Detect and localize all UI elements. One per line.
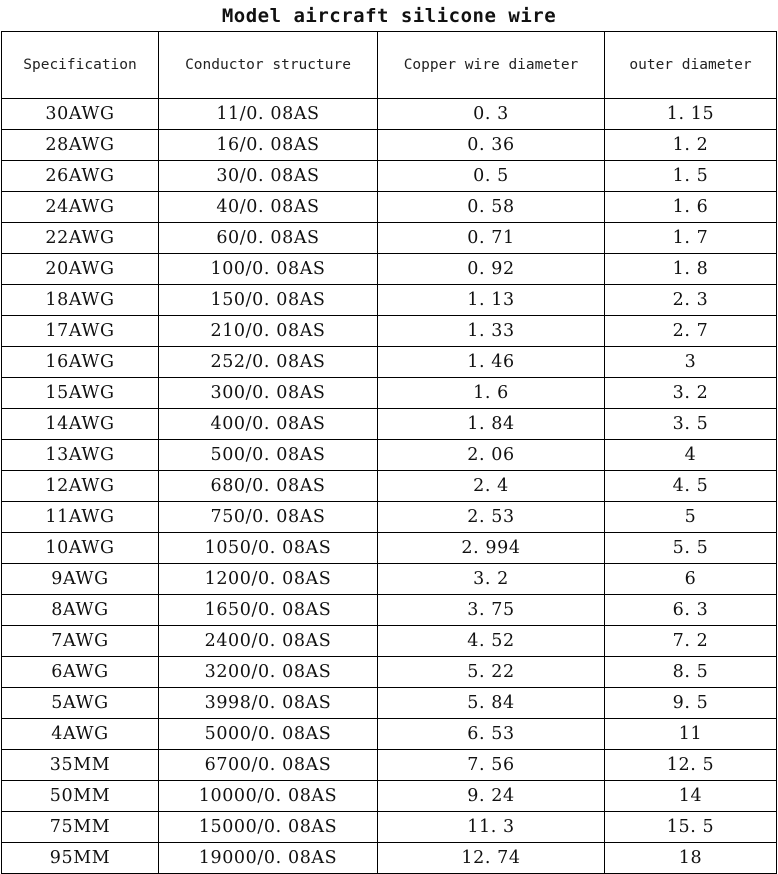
cell-copper-wire-diameter: 2. 4 <box>378 471 605 502</box>
table-row <box>2 843 777 874</box>
header-copper-wire-diameter: Copper wire diameter <box>378 32 605 99</box>
table-row <box>2 130 777 161</box>
cell-copper-wire-diameter: 1. 84 <box>378 409 605 440</box>
cell-specification: 8AWG <box>2 595 159 626</box>
cell-conductor-structure: 150/0. 08AS <box>159 285 378 316</box>
cell-outer-diameter: 5 <box>605 502 777 533</box>
cell-specification: 10AWG <box>2 533 159 564</box>
cell-conductor-structure: 1200/0. 08AS <box>159 564 378 595</box>
cell-copper-wire-diameter: 6. 53 <box>378 719 605 750</box>
cell-specification: 95MM <box>2 843 159 874</box>
cell-copper-wire-diameter: 3. 2 <box>378 564 605 595</box>
cell-conductor-structure: 40/0. 08AS <box>159 192 378 223</box>
cell-conductor-structure: 30/0. 08AS <box>159 161 378 192</box>
cell-outer-diameter: 18 <box>605 843 777 874</box>
cell-copper-wire-diameter: 1. 13 <box>378 285 605 316</box>
cell-specification: 28AWG <box>2 130 159 161</box>
cell-copper-wire-diameter: 11. 3 <box>378 812 605 843</box>
cell-copper-wire-diameter: 2. 06 <box>378 440 605 471</box>
cell-outer-diameter: 9. 5 <box>605 688 777 719</box>
cell-copper-wire-diameter: 0. 92 <box>378 254 605 285</box>
cell-outer-diameter: 4 <box>605 440 777 471</box>
cell-copper-wire-diameter: 0. 3 <box>378 99 605 130</box>
cell-specification: 30AWG <box>2 99 159 130</box>
cell-specification: 16AWG <box>2 347 159 378</box>
cell-copper-wire-diameter: 12. 74 <box>378 843 605 874</box>
cell-specification: 24AWG <box>2 192 159 223</box>
cell-specification: 6AWG <box>2 657 159 688</box>
table-row <box>2 750 777 781</box>
cell-conductor-structure: 5000/0. 08AS <box>159 719 378 750</box>
cell-conductor-structure: 400/0. 08AS <box>159 409 378 440</box>
table-row <box>2 719 777 750</box>
cell-specification: 9AWG <box>2 564 159 595</box>
table-header <box>2 32 777 99</box>
cell-specification: 75MM <box>2 812 159 843</box>
table-row <box>2 254 777 285</box>
cell-conductor-structure: 1650/0. 08AS <box>159 595 378 626</box>
cell-conductor-structure: 10000/0. 08AS <box>159 781 378 812</box>
table-row <box>2 595 777 626</box>
table-row <box>2 502 777 533</box>
cell-copper-wire-diameter: 1. 33 <box>378 316 605 347</box>
cell-outer-diameter: 8. 5 <box>605 657 777 688</box>
cell-copper-wire-diameter: 1. 6 <box>378 378 605 409</box>
cell-copper-wire-diameter: 3. 75 <box>378 595 605 626</box>
cell-conductor-structure: 6700/0. 08AS <box>159 750 378 781</box>
header-outer-diameter: outer diameter <box>605 32 777 99</box>
cell-conductor-structure: 15000/0. 08AS <box>159 812 378 843</box>
cell-outer-diameter: 6 <box>605 564 777 595</box>
header-row <box>2 32 777 99</box>
cell-outer-diameter: 15. 5 <box>605 812 777 843</box>
cell-specification: 15AWG <box>2 378 159 409</box>
cell-conductor-structure: 19000/0. 08AS <box>159 843 378 874</box>
cell-copper-wire-diameter: 5. 22 <box>378 657 605 688</box>
table-row <box>2 626 777 657</box>
cell-conductor-structure: 1050/0. 08AS <box>159 533 378 564</box>
table-row <box>2 223 777 254</box>
cell-specification: 5AWG <box>2 688 159 719</box>
cell-specification: 13AWG <box>2 440 159 471</box>
cell-outer-diameter: 3 <box>605 347 777 378</box>
table-row <box>2 99 777 130</box>
cell-conductor-structure: 300/0. 08AS <box>159 378 378 409</box>
cell-specification: 11AWG <box>2 502 159 533</box>
table-body <box>2 99 777 874</box>
cell-specification: 35MM <box>2 750 159 781</box>
cell-conductor-structure: 2400/0. 08AS <box>159 626 378 657</box>
cell-copper-wire-diameter: 7. 56 <box>378 750 605 781</box>
cell-outer-diameter: 14 <box>605 781 777 812</box>
cell-copper-wire-diameter: 4. 52 <box>378 626 605 657</box>
cell-specification: 18AWG <box>2 285 159 316</box>
cell-conductor-structure: 100/0. 08AS <box>159 254 378 285</box>
cell-conductor-structure: 3200/0. 08AS <box>159 657 378 688</box>
cell-copper-wire-diameter: 2. 53 <box>378 502 605 533</box>
cell-specification: 7AWG <box>2 626 159 657</box>
cell-specification: 14AWG <box>2 409 159 440</box>
cell-copper-wire-diameter: 0. 71 <box>378 223 605 254</box>
cell-conductor-structure: 3998/0. 08AS <box>159 688 378 719</box>
cell-outer-diameter: 1. 8 <box>605 254 777 285</box>
cell-copper-wire-diameter: 0. 58 <box>378 192 605 223</box>
cell-outer-diameter: 1. 5 <box>605 161 777 192</box>
cell-specification: 22AWG <box>2 223 159 254</box>
cell-outer-diameter: 5. 5 <box>605 533 777 564</box>
table-row <box>2 440 777 471</box>
table-row <box>2 285 777 316</box>
cell-conductor-structure: 11/0. 08AS <box>159 99 378 130</box>
cell-outer-diameter: 2. 3 <box>605 285 777 316</box>
cell-copper-wire-diameter: 1. 46 <box>378 347 605 378</box>
cell-specification: 20AWG <box>2 254 159 285</box>
table-row <box>2 471 777 502</box>
cell-conductor-structure: 500/0. 08AS <box>159 440 378 471</box>
wire-spec-table <box>1 31 777 874</box>
cell-outer-diameter: 1. 15 <box>605 99 777 130</box>
cell-copper-wire-diameter: 0. 36 <box>378 130 605 161</box>
table-row <box>2 781 777 812</box>
cell-outer-diameter: 1. 6 <box>605 192 777 223</box>
table-row <box>2 316 777 347</box>
table-row <box>2 378 777 409</box>
cell-outer-diameter: 3. 2 <box>605 378 777 409</box>
table-row <box>2 812 777 843</box>
cell-conductor-structure: 252/0. 08AS <box>159 347 378 378</box>
cell-outer-diameter: 2. 7 <box>605 316 777 347</box>
cell-specification: 26AWG <box>2 161 159 192</box>
table-row <box>2 347 777 378</box>
table-row <box>2 161 777 192</box>
cell-conductor-structure: 210/0. 08AS <box>159 316 378 347</box>
cell-outer-diameter: 1. 7 <box>605 223 777 254</box>
cell-outer-diameter: 1. 2 <box>605 130 777 161</box>
table-row <box>2 409 777 440</box>
cell-outer-diameter: 7. 2 <box>605 626 777 657</box>
cell-outer-diameter: 6. 3 <box>605 595 777 626</box>
cell-copper-wire-diameter: 2. 994 <box>378 533 605 564</box>
cell-copper-wire-diameter: 5. 84 <box>378 688 605 719</box>
cell-conductor-structure: 680/0. 08AS <box>159 471 378 502</box>
table-row <box>2 192 777 223</box>
table-title: Model aircraft silicone wire <box>221 5 557 27</box>
cell-specification: 12AWG <box>2 471 159 502</box>
cell-conductor-structure: 60/0. 08AS <box>159 223 378 254</box>
table-row <box>2 657 777 688</box>
cell-outer-diameter: 4. 5 <box>605 471 777 502</box>
cell-copper-wire-diameter: 9. 24 <box>378 781 605 812</box>
table-row <box>2 533 777 564</box>
cell-specification: 4AWG <box>2 719 159 750</box>
cell-outer-diameter: 12. 5 <box>605 750 777 781</box>
table-row <box>2 564 777 595</box>
cell-specification: 17AWG <box>2 316 159 347</box>
cell-outer-diameter: 3. 5 <box>605 409 777 440</box>
header-specification: Specification <box>2 32 159 99</box>
cell-conductor-structure: 16/0. 08AS <box>159 130 378 161</box>
cell-conductor-structure: 750/0. 08AS <box>159 502 378 533</box>
header-conductor-structure: Conductor structure <box>159 32 378 99</box>
cell-copper-wire-diameter: 0. 5 <box>378 161 605 192</box>
cell-specification: 50MM <box>2 781 159 812</box>
cell-outer-diameter: 11 <box>605 719 777 750</box>
table-row <box>2 688 777 719</box>
